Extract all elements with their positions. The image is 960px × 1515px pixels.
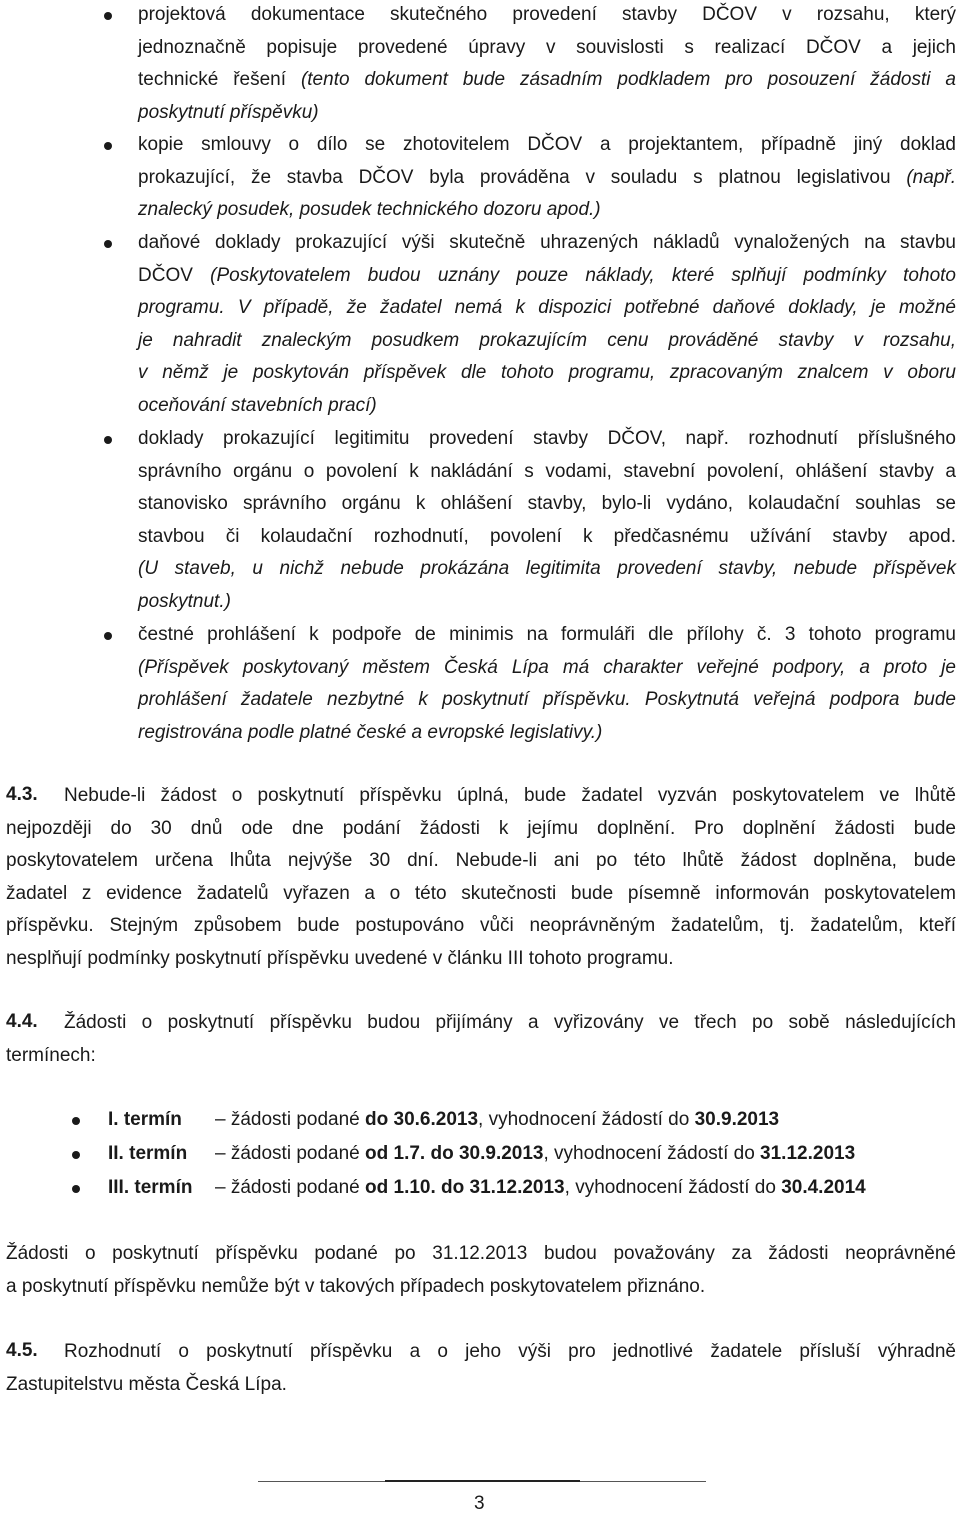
term-range: od 1.10. do 31.12.2013	[365, 1177, 565, 1198]
page-number: 3	[474, 1493, 485, 1514]
bullet-marker	[104, 632, 112, 640]
paragraph-line: poskytovatelem určena lhůta nejvýše 30 dní. Nebude-li ani po této lhůtě žádost doplněna, bude	[6, 850, 956, 871]
italic-text: (tento dokument bude zásadním podkladem pro posouzení žádosti a	[300, 69, 956, 90]
paragraph-line: nesplňují podmínky poskytnutí příspěvku uvedené v článku III tohoto programu.	[6, 947, 674, 969]
paragraph-line	[138, 361, 956, 385]
term-dash-text: – žádosti podané	[215, 1143, 366, 1164]
term-eval-date: 30.9.2013	[694, 1109, 780, 1130]
paragraph-line	[138, 623, 956, 647]
paragraph-line	[138, 656, 956, 680]
term-detail	[215, 1142, 855, 1166]
paragraph-line	[138, 133, 956, 157]
paragraph-line	[138, 198, 601, 222]
italic-text: poskytnut.)	[138, 590, 231, 612]
term-detail	[215, 1108, 779, 1132]
paragraph-line	[138, 590, 231, 614]
term-label-text: I. termín	[108, 1109, 182, 1130]
term-label	[108, 1108, 182, 1132]
term-dash-text: – žádosti podané	[215, 1109, 366, 1130]
italic-text: poskytnutí příspěvku)	[138, 101, 319, 123]
bullet-marker	[104, 436, 112, 444]
paragraph-line	[138, 525, 956, 549]
italic-text: prohlášení žadatele nezbytné k poskytnutí příspěvku. Poskytnutá veřejná podpora bude	[138, 689, 956, 710]
term-mid-text: , vyhodnocení žádostí do	[564, 1177, 782, 1198]
text-span: správního orgánu o povolení k nakládání s vodami, stavební povolení, ohlášení stavby a	[138, 460, 956, 482]
bullet-marker	[72, 1151, 80, 1159]
paragraph-line	[138, 231, 956, 255]
paragraph-line: a poskytnutí příspěvku nemůže být v takových případech poskytovatelem přiznáno.	[6, 1275, 706, 1297]
text-span: projektová dokumentace skutečného provedení stavby DČOV v rozsahu, který	[138, 4, 956, 25]
italic-text: registrována podle platné české a evropské legislativy.)	[138, 721, 603, 743]
term-range: od 1.7. do 30.9.2013	[365, 1143, 544, 1164]
footer-rule-accent	[385, 1480, 580, 1482]
paragraph-line: Žádosti o poskytnutí příspěvku podané po 31.12.2013 budou považovány za žádosti neoprávněné	[6, 1243, 956, 1264]
italic-text: (např.	[906, 166, 956, 188]
paragraph-line	[138, 3, 956, 27]
paragraph-line: Nebude-li žádost o poskytnutí příspěvku úplná, bude žadatel vyzván poskytovatelem ve lhůtě	[64, 785, 956, 806]
paragraph-line	[138, 394, 377, 418]
paragraph-line	[138, 557, 956, 581]
paragraph-line	[138, 460, 956, 484]
italic-text: oceňování stavebních prací)	[138, 394, 377, 416]
paragraph-line	[138, 721, 602, 745]
italic-text: programu. V případě, že žadatel nemá k dispozici potřebné daňové doklady, je možné	[138, 297, 956, 318]
italic-text: je nahradit znaleckým posudkem prokazujícím cenu prováděné stavby v rozsahu,	[138, 329, 956, 351]
text-span: prokazující, že stavba DČOV byla prováděna v souladu s platnou legislativou	[138, 166, 907, 188]
bullet-marker	[104, 142, 112, 150]
paragraph-line	[138, 36, 956, 60]
text-span: čestné prohlášení k podpoře de minimis na formuláři dle přílohy č. 3 tohoto programu	[138, 624, 956, 645]
section-number-4-4: 4.4.	[6, 1011, 38, 1032]
paragraph-line: žadatel z evidence žadatelů vyřazen a o této skutečnosti bude písemně informován poskytovatelem	[6, 882, 956, 904]
paragraph-line	[138, 296, 956, 320]
text-span: kopie smlouvy o dílo se zhotovitelem DČOV a projektantem, případně jiný doklad	[138, 134, 956, 155]
paragraph-line: Rozhodnutí o poskytnutí příspěvku a o jeho výši pro jednotlivé žadatele přísluší výhradně	[64, 1341, 956, 1362]
paragraph-line	[138, 688, 956, 712]
paragraph-line	[138, 101, 319, 125]
section-number-4-3: 4.3.	[6, 784, 38, 805]
paragraph-line: nejpozději do 30 dnů ode dne podání žádosti k jejímu doplnění. Pro doplnění žádosti bude	[6, 817, 956, 839]
italic-text: v němž je poskytován příspěvek dle tohoto programu, zpracovaným znalcem v oboru	[138, 362, 956, 383]
term-mid-text: , vyhodnocení žádostí do	[478, 1109, 695, 1130]
paragraph-line: Žádosti o poskytnutí příspěvku budou přijímány a vyřizovány ve třech po sobě následujících	[64, 1012, 956, 1033]
term-label	[108, 1176, 192, 1200]
bullet-marker	[104, 240, 112, 248]
text-span: jednoznačně popisuje provedené úpravy v souvislosti s realizací DČOV a jejich	[138, 36, 956, 58]
bullet-marker	[72, 1185, 80, 1193]
paragraph-line: příspěvku. Stejným způsobem bude postupováno vůči neoprávněným žadatelům, tj. žadatelům, kteří	[6, 915, 956, 936]
term-dash-text: – žádosti podané	[215, 1177, 366, 1198]
paragraph-line	[138, 68, 956, 92]
text-span: stavbou či kolaudační rozhodnutí, povolení k předčasnému užívání stavby apod.	[138, 525, 956, 547]
italic-text: znalecký posudek, posudek technického dozoru apod.)	[138, 199, 601, 220]
term-detail	[215, 1176, 866, 1200]
term-label-text: II. termín	[108, 1143, 188, 1164]
bullet-marker	[104, 12, 112, 20]
term-range: do 30.6.2013	[365, 1109, 479, 1130]
italic-text: (U staveb, u nichž nebude prokázána legitimita provedení stavby, nebude příspěvek	[138, 558, 956, 579]
paragraph-line	[138, 492, 956, 516]
italic-text: (Příspěvek poskytovaný městem Česká Lípa má charakter veřejné podpory, a proto je	[138, 656, 956, 678]
term-eval-date: 31.12.2013	[760, 1143, 856, 1164]
paragraph-line	[138, 166, 956, 190]
paragraph-line	[138, 329, 956, 353]
paragraph-line: termínech:	[6, 1044, 96, 1066]
section-number-4-5: 4.5.	[6, 1340, 38, 1361]
text-span: technické řešení	[138, 69, 301, 90]
term-eval-date: 30.4.2014	[781, 1177, 866, 1198]
term-label-text: III. termín	[108, 1177, 193, 1198]
text-span: stanovisko správního orgánu k ohlášení stavby, bylo-li vydáno, kolaudační souhlas se	[138, 493, 956, 514]
paragraph-line	[138, 264, 956, 288]
text-span: DČOV	[138, 264, 211, 286]
term-label	[108, 1142, 187, 1166]
paragraph-line: Zastupitelstvu města Česká Lípa.	[6, 1373, 287, 1395]
bullet-marker	[72, 1117, 80, 1125]
text-span: doklady prokazující legitimitu provedení stavby DČOV, např. rozhodnutí příslušného	[138, 428, 956, 449]
text-span: daňové doklady prokazující výši skutečně uhrazených nákladů vynaložených na stavbu	[138, 232, 956, 253]
term-mid-text: , vyhodnocení žádostí do	[543, 1143, 761, 1164]
italic-text: (Poskytovatelem budou uznány pouze náklady, které splňují podmínky tohoto	[210, 264, 956, 286]
paragraph-line	[138, 427, 956, 451]
